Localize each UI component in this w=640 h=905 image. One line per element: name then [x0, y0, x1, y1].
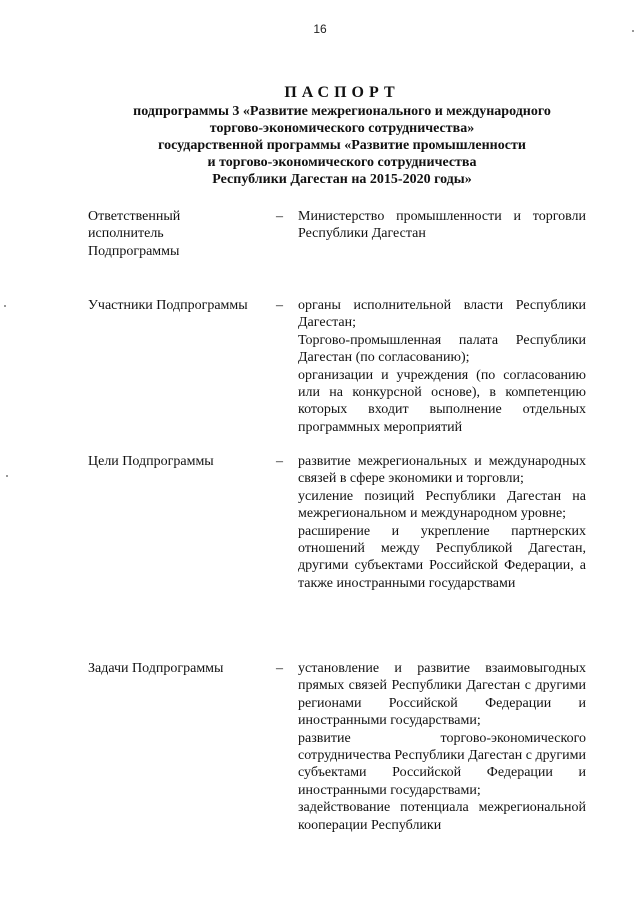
row-dash: –: [276, 454, 283, 469]
page-number: 16: [313, 22, 327, 36]
row-content: [298, 208, 586, 243]
content-paragraph: Торгово-промышленная палата Республики Дагестан (по согласованию);: [298, 332, 586, 366]
label-line: Участники Подпрограммы: [88, 298, 248, 313]
title-line: государственной программы «Развитие промышленности: [158, 138, 526, 153]
row-dash: –: [276, 298, 283, 313]
title-line: и торгово-экономического сотрудничества: [207, 155, 477, 170]
content-paragraph: усиление позиций Республики Дагестан на межрегиональном и международном уровне;: [298, 488, 586, 522]
content-paragraph: организации и учреждения (по согласованию или на конкурсной основе), в компетенцию которых входит выполнение отдельных программных мероприятий: [298, 367, 586, 435]
content-paragraph: расширение и укрепление партнерских отношений между Республикой Дагестан, другими субъектами Российской Федерации, а также иностранными государствами: [298, 523, 586, 591]
document-title: [60, 84, 624, 188]
label-line: Подпрограммы: [88, 243, 180, 259]
content-paragraph: органы исполнительной власти Республики Дагестан;: [298, 298, 586, 331]
content-paragraph: Министерство промышленности и торговли Республики Дагестан: [298, 209, 586, 242]
content-paragraph: развитие межрегиональных и международных связей в сфере экономики и торговли;: [298, 454, 586, 487]
scan-speck: [6, 475, 8, 477]
title-line: торгово-экономического сотрудничества»: [209, 121, 475, 136]
row-label: [88, 660, 263, 677]
title-heading: ПАСПОРТ: [284, 84, 400, 101]
row-dash: –: [276, 209, 283, 224]
label-line: исполнитель: [88, 226, 164, 242]
content-paragraph: установление и развитие взаимовыгодных прямых связей Республики Дагестан с другими регионами Российской Федерации и иностранными государствами;: [298, 661, 586, 729]
scan-speck: [4, 305, 6, 307]
label-line: Ответственный: [88, 209, 181, 224]
row-label: [88, 297, 263, 314]
title-line: Республики Дагестан на 2015-2020 годы»: [212, 172, 472, 187]
content-paragraph: развитие торгово-экономического сотрудничества Республики Дагестан с другими субъектами Российской Федерации и иностранными государствами;: [298, 730, 586, 798]
row-content: [298, 297, 586, 436]
row-content: [298, 453, 586, 592]
title-line: подпрограммы 3 «Развитие межрегионального и международного: [133, 104, 551, 119]
row-dash: –: [276, 661, 283, 676]
row-label: [88, 453, 263, 470]
row-content: [298, 660, 586, 834]
label-line: Цели Подпрограммы: [88, 454, 214, 469]
scan-speck: [632, 30, 634, 32]
label-line: Задачи Подпрограммы: [88, 661, 224, 676]
row-label: [88, 208, 263, 260]
content-paragraph: задействование потенциала межрегиональной кооперации Республики: [298, 800, 586, 833]
